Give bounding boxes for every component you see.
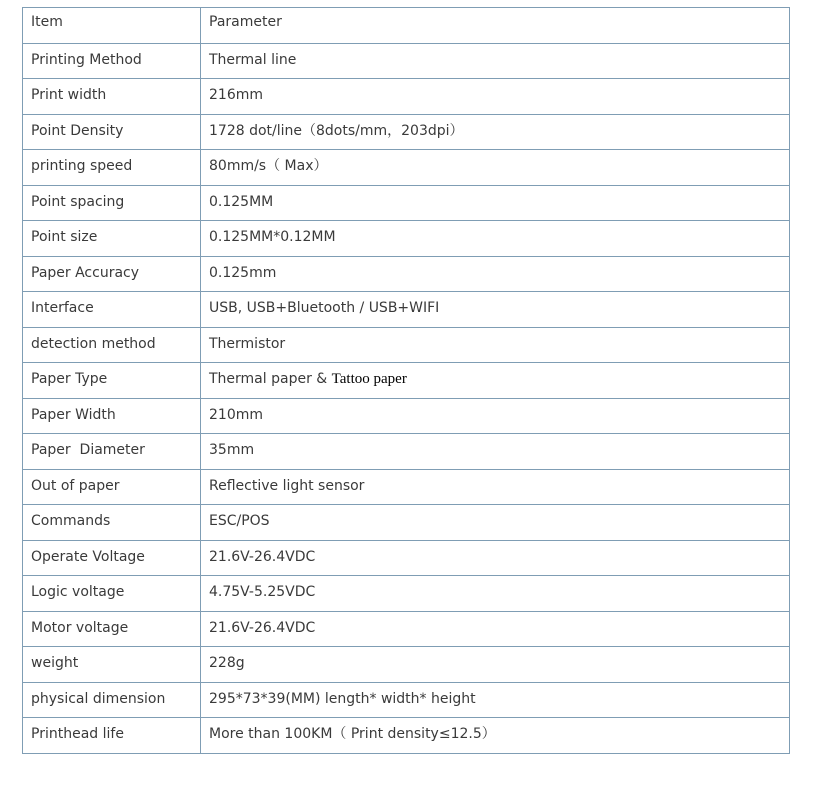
item-label: Printhead life bbox=[31, 726, 124, 742]
table-header-row bbox=[23, 8, 790, 44]
item-value: 0.125MM*0.12MM bbox=[209, 229, 336, 245]
item-value: 216mm bbox=[209, 87, 263, 103]
item-cell bbox=[23, 43, 201, 79]
item-cell bbox=[23, 292, 201, 328]
item-value: Thermistor bbox=[209, 335, 286, 352]
value-cell bbox=[201, 682, 790, 718]
item-value: 21.6V-26.4VDC bbox=[209, 619, 316, 636]
value-cell bbox=[201, 434, 790, 470]
table-row bbox=[23, 79, 790, 115]
value-cell bbox=[201, 469, 790, 505]
item-label: Logic voltage bbox=[31, 584, 125, 600]
item-value: 210mm bbox=[209, 406, 263, 423]
item-label: Paper Width bbox=[31, 406, 116, 423]
item-value: 228g bbox=[209, 655, 245, 671]
item-label: Print width bbox=[31, 87, 107, 103]
table-row bbox=[23, 434, 790, 470]
item-value: 21.6V-26.4VDC bbox=[209, 548, 316, 565]
item-cell bbox=[23, 327, 201, 363]
value-cell bbox=[201, 256, 790, 292]
header-cell-parameter bbox=[201, 8, 790, 44]
item-value: Thermal paper & bbox=[209, 371, 332, 387]
item-label: Paper Accuracy bbox=[31, 264, 140, 281]
item-label: Out of paper bbox=[31, 477, 120, 494]
item-value: Thermal line bbox=[209, 51, 297, 68]
item-cell bbox=[23, 647, 201, 683]
item-label: Paper Type bbox=[31, 371, 108, 387]
item-cell bbox=[23, 363, 201, 399]
item-label: printing speed bbox=[31, 158, 133, 174]
table-row bbox=[23, 43, 790, 79]
table-row bbox=[23, 221, 790, 257]
item-cell bbox=[23, 718, 201, 754]
table-row bbox=[23, 256, 790, 292]
specifications-table bbox=[22, 7, 790, 754]
item-value: 1728 dot/line（8dots/mm，203dpi） bbox=[209, 122, 464, 139]
item-cell bbox=[23, 611, 201, 647]
value-cell bbox=[201, 327, 790, 363]
value-cell bbox=[201, 647, 790, 683]
item-label: Printing Method bbox=[31, 51, 142, 68]
value-cell bbox=[201, 398, 790, 434]
value-cell bbox=[201, 114, 790, 150]
specifications-table-body bbox=[23, 8, 790, 754]
item-cell bbox=[23, 79, 201, 115]
item-value-wrapper bbox=[209, 363, 789, 387]
item-cell bbox=[23, 682, 201, 718]
item-label: weight bbox=[31, 655, 79, 671]
table-row bbox=[23, 576, 790, 612]
item-value: ESC/POS bbox=[209, 513, 270, 529]
table-row bbox=[23, 327, 790, 363]
value-cell bbox=[201, 576, 790, 612]
item-value: 35mm bbox=[209, 442, 255, 458]
value-cell bbox=[201, 611, 790, 647]
table-row bbox=[23, 647, 790, 683]
value-cell bbox=[201, 185, 790, 221]
header-item-label: Item bbox=[31, 14, 63, 30]
item-value: USB, USB+Bluetooth / USB+WIFI bbox=[209, 300, 440, 316]
table-row bbox=[23, 398, 790, 434]
item-value: 0.125MM bbox=[209, 193, 274, 210]
table-row bbox=[23, 682, 790, 718]
table-row bbox=[23, 718, 790, 754]
item-cell bbox=[23, 576, 201, 612]
item-value: 295*73*39(MM) length* width* height bbox=[209, 690, 476, 707]
item-cell bbox=[23, 150, 201, 186]
header-cell-item bbox=[23, 8, 201, 44]
item-label: Point size bbox=[31, 229, 98, 245]
item-cell bbox=[23, 221, 201, 257]
value-cell bbox=[201, 150, 790, 186]
value-cell bbox=[201, 79, 790, 115]
item-label: Commands bbox=[31, 513, 111, 529]
item-value: More than 100KM（ Print density≤12.5） bbox=[209, 726, 496, 742]
item-label: Motor voltage bbox=[31, 619, 129, 636]
item-label: Point spacing bbox=[31, 193, 125, 210]
table-row bbox=[23, 363, 790, 399]
table-row bbox=[23, 114, 790, 150]
item-label: Operate Voltage bbox=[31, 548, 145, 565]
item-cell bbox=[23, 398, 201, 434]
item-cell bbox=[23, 505, 201, 541]
item-label: physical dimension bbox=[31, 690, 166, 707]
header-parameter-label: Parameter bbox=[209, 14, 282, 30]
item-cell bbox=[23, 185, 201, 221]
item-label: Interface bbox=[31, 300, 94, 316]
item-value: 80mm/s（ Max） bbox=[209, 158, 328, 174]
item-cell bbox=[23, 114, 201, 150]
item-cell bbox=[23, 256, 201, 292]
item-value: Reflective light sensor bbox=[209, 477, 365, 494]
item-label: detection method bbox=[31, 335, 156, 352]
item-cell bbox=[23, 469, 201, 505]
table-row bbox=[23, 150, 790, 186]
item-value-extra: Tattoo paper bbox=[331, 371, 407, 387]
item-cell bbox=[23, 434, 201, 470]
value-cell bbox=[201, 221, 790, 257]
item-value: 4.75V-5.25VDC bbox=[209, 584, 316, 600]
table-row bbox=[23, 185, 790, 221]
value-cell bbox=[201, 718, 790, 754]
value-cell bbox=[201, 43, 790, 79]
table-row bbox=[23, 540, 790, 576]
value-cell bbox=[201, 363, 790, 399]
item-value: 0.125mm bbox=[209, 264, 277, 281]
table-row bbox=[23, 611, 790, 647]
table-row bbox=[23, 469, 790, 505]
item-label: Point Density bbox=[31, 122, 124, 139]
table-row bbox=[23, 292, 790, 328]
item-label: Paper Diameter bbox=[31, 442, 145, 458]
value-cell bbox=[201, 540, 790, 576]
value-cell bbox=[201, 292, 790, 328]
table-row bbox=[23, 505, 790, 541]
item-cell bbox=[23, 540, 201, 576]
value-cell bbox=[201, 505, 790, 541]
